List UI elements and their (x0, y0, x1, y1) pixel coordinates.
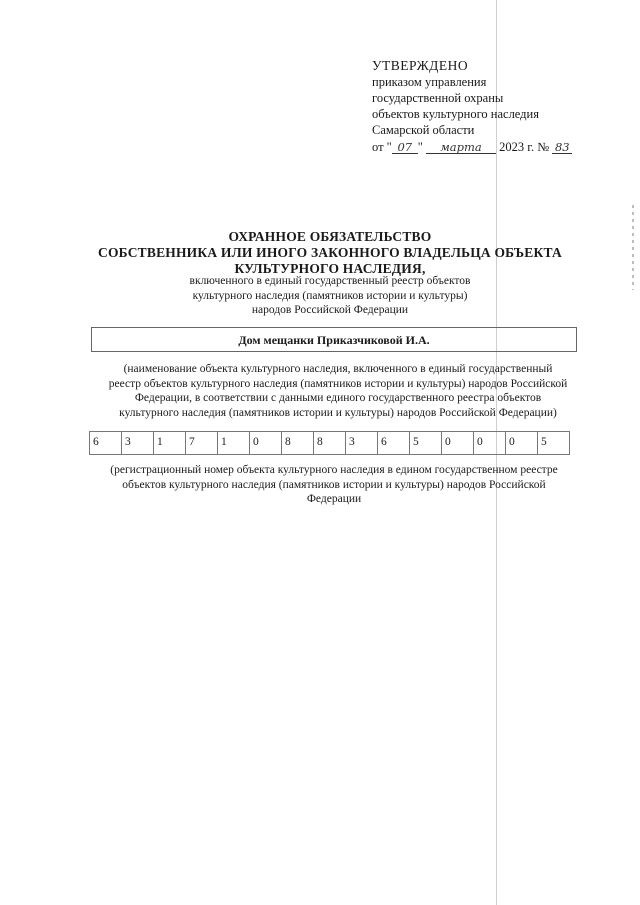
approval-block (372, 58, 617, 155)
handwritten-month: марта (426, 141, 496, 154)
registration-digit-cell: 8 (282, 432, 314, 454)
date-quote: " (417, 140, 423, 154)
approval-line: приказом управления (372, 75, 487, 89)
caption-line: реестр объектов культурного наследия (памятников истории и культуры) народов Российской (108, 377, 568, 390)
registration-digit-cell: 8 (314, 432, 346, 454)
registration-digit-cell: 3 (346, 432, 378, 454)
caption-line: (регистрационный номер объекта культурного наследия в едином государственном реестре (110, 464, 558, 476)
registration-digit-cell: 5 (410, 432, 442, 454)
registration-number-grid (89, 431, 570, 455)
title-line: СОБСТВЕННИКА ИЛИ ИНОГО ЗАКОННОГО ВЛАДЕЛЬЦА ОБЪЕКТА (98, 245, 562, 260)
object-name-caption (100, 362, 576, 420)
registration-digit-cell: 0 (250, 432, 282, 454)
handwritten-day: 07 (392, 141, 418, 154)
registration-digit-cell: 0 (474, 432, 506, 454)
caption-line: объектов культурного наследия (памятников истории и культуры) народов Российской (122, 478, 546, 491)
document-title (60, 229, 600, 277)
registration-digit-cell: 6 (378, 432, 410, 454)
registration-digit-cell: 0 (442, 432, 474, 454)
approval-line: Самарской области (372, 123, 475, 137)
handwritten-order-number: 83 (552, 141, 572, 154)
subtitle-line: культурного наследия (памятников истории и культуры) (192, 289, 468, 302)
year-and-number-label: 2023 г. № (499, 140, 550, 154)
registration-number-caption (95, 463, 573, 507)
document-subtitle (60, 274, 600, 318)
caption-line: (наименование объекта культурного наследия, включенного в единый государственный (123, 363, 553, 375)
title-line: КУЛЬТУРНОГО НАСЛЕДИЯ, (234, 261, 426, 276)
object-name: Дом мещанки Приказчиковой И.А. (238, 333, 430, 347)
subtitle-line: народов Российской Федерации (251, 304, 409, 316)
caption-line: Федерации, в соответствии с данными единого государственного реестра объектов (134, 392, 542, 404)
subtitle-line: включенного в единый государственный реестр объектов (189, 275, 471, 287)
title-line: ОХРАННОЕ ОБЯЗАТЕЛЬСТВО (228, 229, 432, 244)
registration-digit-cell: 3 (122, 432, 154, 454)
registration-digit-cell: 6 (90, 432, 122, 454)
caption-line: культурного наследия (памятников истории и культуры) народов Российской Федерации) (119, 406, 557, 419)
date-prefix: от " (372, 140, 392, 154)
approval-date-line (372, 139, 617, 155)
approval-line: государственной охраны (372, 91, 504, 105)
registration-digit-cell: 7 (186, 432, 218, 454)
approval-heading: УТВЕРЖДЕНО (372, 58, 469, 73)
registration-digit-cell: 1 (154, 432, 186, 454)
approval-line: объектов культурного наследия (372, 107, 539, 121)
registration-digit-cell: 5 (538, 432, 570, 454)
scan-edge-mark (632, 205, 634, 290)
registration-digit-cell: 1 (218, 432, 250, 454)
caption-line: Федерации (306, 493, 362, 505)
object-name-box (91, 327, 577, 352)
registration-digit-cell: 0 (506, 432, 538, 454)
